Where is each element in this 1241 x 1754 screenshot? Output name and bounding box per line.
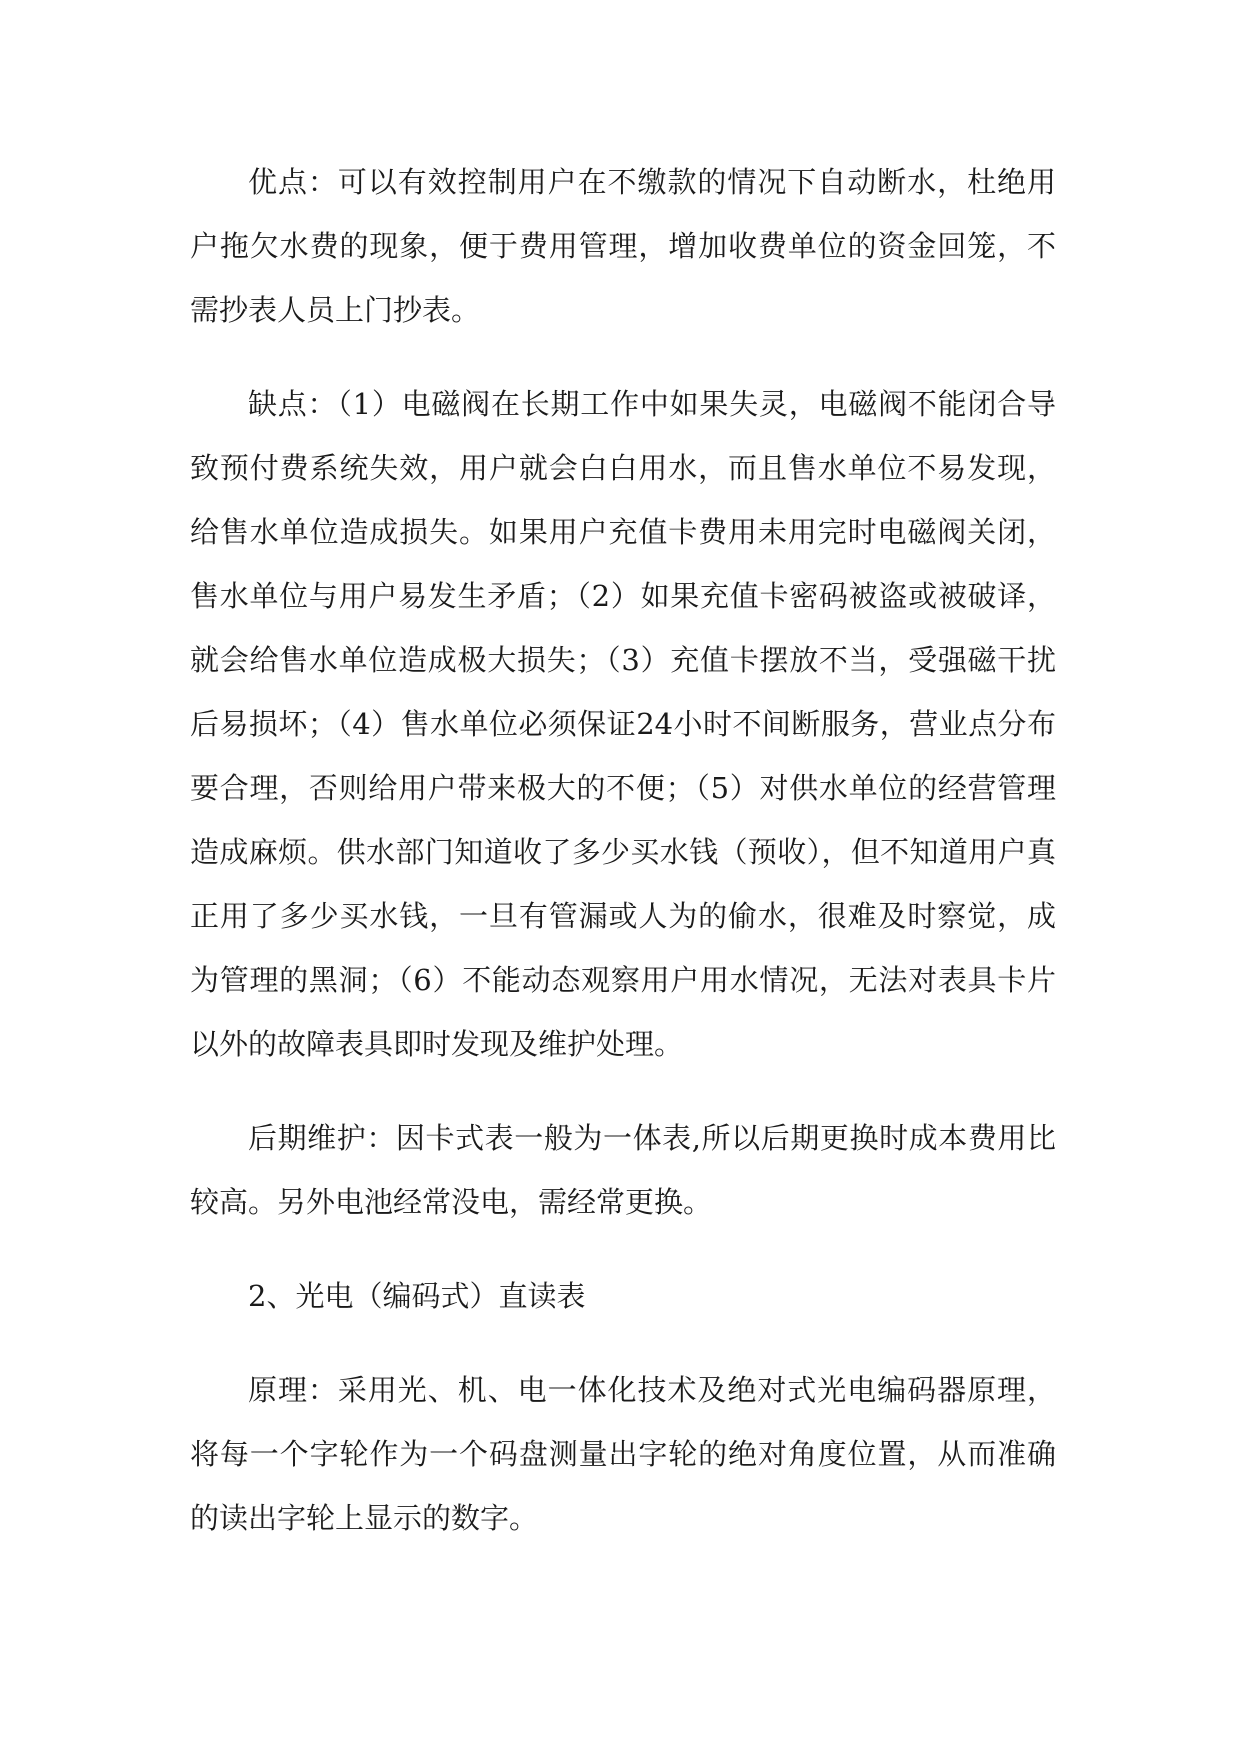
section-heading: 2、光电（编码式）直读表	[248, 1279, 586, 1313]
document-body	[190, 150, 1056, 1580]
paragraph-advantages: 优点：可以有效控制用户在不缴款的情况下自动断水，杜绝用户拖欠水费的现象，便于费用管理，增加收费单位的资金回笼，不需抄表人员上门抄表。	[190, 165, 1056, 327]
paragraph-disadvantages: 缺点：（1）电磁阀在长期工作中如果失灵，电磁阀不能闭合导致预付费系统失效，用户就会白白用水，而且售水单位不易发现，给售水单位造成损失。如果用户充值卡费用未用完时电磁阀关闭，售水单位与用户易发生矛盾；（2）如果充值卡密码被盗或被破译，就会给售水单位造成极大损失；（3）充值卡摆放不当，受强磁干扰后易损坏；（4）售水单位必须保证24小时不间断服务，营业点分布要合理，否则给用户带来极大的不便；（5）对供水单位的经营管理造成麻烦。供水部门知道收了多少买水钱（预收），但不知道用户真正用了多少买水钱，一旦有管漏或人为的偷水，很难及时察觉，成为管理的黑洞；（6）不能动态观察用户用水情况，无法对表具卡片以外的故障表具即时发现及维护处理。	[190, 387, 1056, 1061]
paragraph-principle: 原理：采用光、机、电一体化技术及绝对式光电编码器原理，将每一个字轮作为一个码盘测量出字轮的绝对角度位置，从而准确的读出字轮上显示的数字。	[190, 1373, 1056, 1535]
paragraph-maintenance: 后期维护：因卡式表一般为一体表,所以后期更换时成本费用比较高。另外电池经常没电，需经常更换。	[190, 1121, 1056, 1219]
